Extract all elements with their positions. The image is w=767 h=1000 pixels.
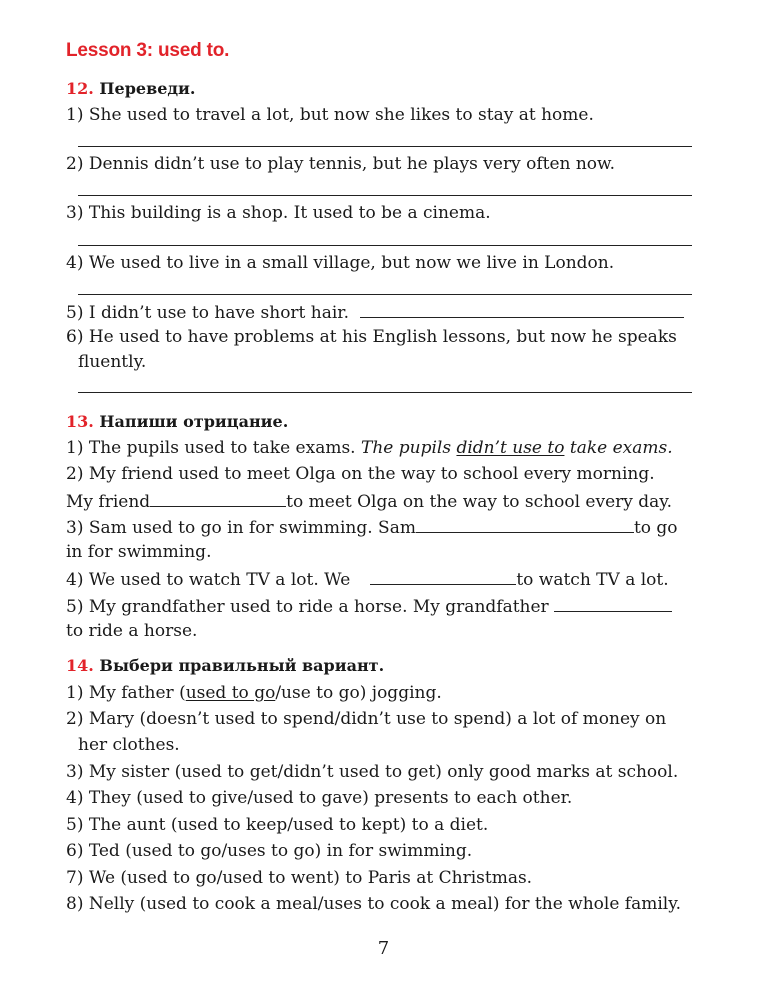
task-12-sentence-3: 3) This building is a shop. It used to be a cinema. bbox=[66, 203, 491, 223]
task-12-sentence-5 bbox=[66, 300, 695, 324]
item-1-suffix: /use to go) jogging. bbox=[275, 683, 442, 703]
task-14-heading bbox=[66, 655, 695, 677]
task-13-item-2: 2) My friend used to meet Olga on the way to school every morning. bbox=[66, 464, 655, 484]
lesson-title: Lesson 3: used to. bbox=[66, 40, 230, 61]
task-14-item-3: 3) My sister (used to get/didn’t used to get) only good marks at school. bbox=[66, 762, 679, 782]
task-12-sentence-6: 6) He used to have problems at his English lessons, but now he speaks bbox=[66, 327, 677, 347]
task-12-sentence-2: 2) Dennis didn’t use to play tennis, but he plays very often now. bbox=[66, 154, 615, 174]
task-13-instruction: Напиши отрицание. bbox=[99, 412, 289, 431]
item-2-prefix: My friend bbox=[66, 492, 151, 512]
example-answer-start: The pupils bbox=[360, 438, 457, 458]
task-13-item-5-cont: to ride a horse. bbox=[66, 621, 198, 641]
item-1-prefix: 1) My father ( bbox=[66, 683, 186, 703]
task-14-number: 14. bbox=[66, 656, 94, 675]
item-5-prefix: 5) My grandfather used to ride a horse. My grandfather bbox=[66, 597, 549, 617]
task-12-sentence-4: 4) We used to live in a small village, but now we live in London. bbox=[66, 253, 615, 273]
item-2-suffix: to meet Olga on the way to school every day. bbox=[286, 492, 673, 512]
task-12-number: 12. bbox=[66, 79, 94, 98]
task-14-instruction: Выбери правильный вариант. bbox=[99, 656, 385, 675]
item-3-suffix: to go bbox=[633, 518, 678, 538]
example-answer-underlined: didn’t use to bbox=[456, 438, 565, 458]
item-4-suffix: to watch TV a lot. bbox=[516, 570, 669, 590]
task-14-item-6: 6) Ted (used to go/uses to go) in for swimming. bbox=[66, 841, 473, 861]
answer-blank-13-3[interactable] bbox=[416, 515, 634, 533]
answer-line-6[interactable] bbox=[78, 392, 692, 393]
task-13-item-2-answer bbox=[66, 489, 695, 513]
task-14-item-2: 2) Mary (doesn’t used to spend/didn’t use to spend) a lot of money on bbox=[66, 709, 667, 729]
answer-line-3[interactable] bbox=[78, 245, 692, 246]
task-14-item-8: 8) Nelly (used to cook a meal/uses to cook a meal) for the whole family. bbox=[66, 894, 681, 914]
task-13-item-5 bbox=[66, 594, 695, 618]
task-12-sentence-6-cont: fluently. bbox=[78, 352, 147, 372]
task-13-heading bbox=[66, 411, 695, 433]
task-12-heading bbox=[66, 78, 695, 100]
task-12-sentence-5-text: 5) I didn’t use to have short hair. bbox=[66, 303, 349, 323]
answer-blank-5[interactable] bbox=[360, 300, 684, 318]
task-13-example bbox=[66, 437, 695, 459]
item-3-prefix: 3) Sam used to go in for swimming. Sam bbox=[66, 518, 416, 538]
item-4-prefix: 4) We used to watch TV a lot. We bbox=[66, 570, 351, 590]
page-number: 7 bbox=[377, 938, 390, 959]
task-14-item-4: 4) They (used to give/used to gave) presents to each other. bbox=[66, 788, 573, 808]
task-14-item-7: 7) We (used to go/used to went) to Paris at Christmas. bbox=[66, 868, 533, 888]
task-14-item-5: 5) The aunt (used to keep/used to kept) to a diet. bbox=[66, 815, 489, 835]
example-answer-end: take exams. bbox=[564, 438, 673, 458]
task-13-item-4 bbox=[66, 567, 695, 591]
item-1-choice-underlined[interactable]: used to go bbox=[185, 683, 276, 703]
answer-blank-13-5[interactable] bbox=[554, 594, 672, 612]
answer-blank-13-2[interactable] bbox=[150, 489, 286, 507]
task-13-item-3 bbox=[66, 515, 695, 539]
task-14-item-2-cont: her clothes. bbox=[78, 735, 180, 755]
task-14-item-1 bbox=[66, 682, 695, 704]
task-13-number: 13. bbox=[66, 412, 94, 431]
answer-line-2[interactable] bbox=[78, 195, 692, 196]
task-12-sentence-1: 1) She used to travel a lot, but now she likes to stay at home. bbox=[66, 105, 594, 125]
example-sentence: 1) The pupils used to take exams. bbox=[66, 438, 361, 458]
answer-line-4[interactable] bbox=[78, 294, 692, 295]
task-12-instruction: Переведи. bbox=[99, 79, 196, 98]
task-13-item-3-cont: in for swimming. bbox=[66, 542, 212, 562]
answer-line-1[interactable] bbox=[78, 146, 692, 147]
answer-blank-13-4[interactable] bbox=[370, 567, 516, 585]
